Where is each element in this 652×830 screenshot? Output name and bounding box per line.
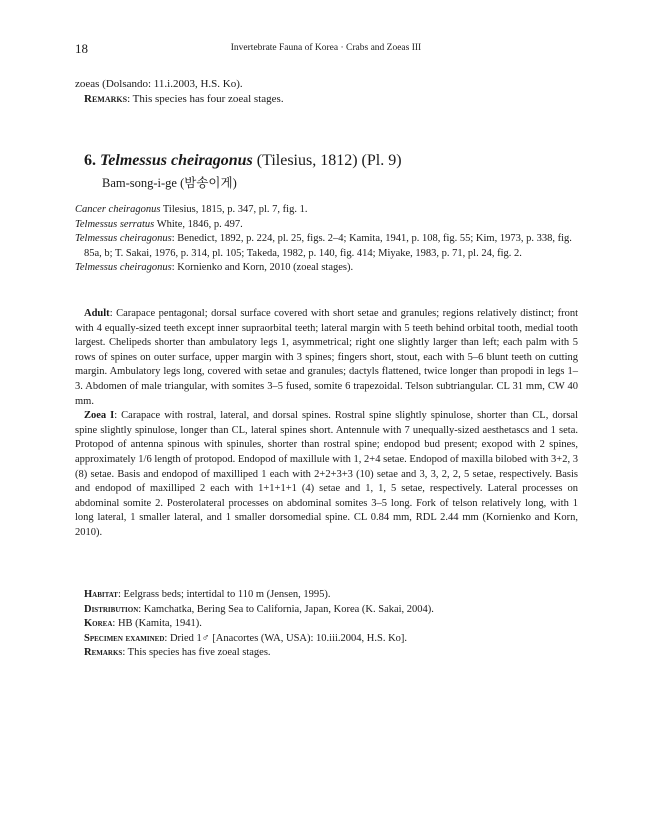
remarks-line: Remarks: This species has five zoeal stages. [84,647,271,659]
korea-line: Korea: HB (Kamita, 1941). [84,618,202,630]
zoeas-line: zoeas (Dolsando: 11.i.2003, H.S. Ko). [75,78,243,90]
species-authority: (Tilesius, 1812) (Pl. 9) [256,152,402,169]
adult-text: : Carapace pentagonal; dorsal surface covered with short setae and granules; regions relatively distinct; front with 4 equally-sized teeth except inner supraorbital teeth; lateral margin with 5 teeth behind orbital tooth, medial tooth largest. Chelipeds shorter than ambulatory legs 1, asymmetrical; right one slightly larger than left; each palm with 5 rows of spines on outer surface, upper margin with 3 spines; fingers short, stout, each with 5–6 blunt teeth on cutting margin. Ambulatory legs long, covered with setae and granules; dactyls flattened, twice longer than propodi in legs 1–3. Abdomen of male triangular, with somites 3–5 fused, somite 6 trapezoidal. Telson subtriangular. CL 31 mm, CW 40 mm. [75,308,578,407]
species-heading [84,152,402,170]
zoea-label: Zoea I [84,410,115,422]
specimen-line: Specimen examined: Dried 1♂ [Anacortes (WA, USA): 10.iii.2004, H.S. Ko]. [84,632,408,644]
description-section [75,307,578,541]
synonymy-list [75,203,578,276]
page-number: 18 [75,41,88,56]
adult-label: Adult [84,308,110,319]
habitat-line: Habitat: Eelgrass beds; intertidal to 110 m (Jensen, 1995). [84,589,331,600]
distribution-line: Distribution: Kamchatka, Bering Sea to California, Japan, Korea (K. Sakai, 2004). [84,603,434,615]
zoea-text: : Carapace with rostral, lateral, and dorsal spines. Rostral spine slightly spinulose, shorter than CL, dorsal spine slightly spinulose, longer than CL, lateral spines short. Antennule with 7 unequally-sized aesthetascs and 1 seta. Protopod of antenna spinous with spinules, shorter than rostral spine; endopod bud present; exopod with 2 spines, approximately 1/6 length of protopod. Endopod of maxillule with 1, 2+4 setae. Endopod of maxilla bilobed with 3+2, 3 (8) setae. Basis and endopod of maxilliped 1 each with 2+2+3+3 (10) setae and 3, 3, 2, 2, 5 setae, respectively. Basis and endopod of maxilliped 2 each with 1+1+1+1 (4) setae and 1, 1, 5 setae, respectively. Lateral processes on abdominal somite 2. Posterolateral processes on abdominal somites 3–5 long. Fork of telson relatively long, with 1 long lateral, 1 smaller lateral, and 1 smaller dorsomedial spine. CL 0.84 mm, RDL 2.44 mm (Kornienko and Korn, 2010). [75,410,578,538]
previous-species-tail [75,77,578,106]
synonym-entry: Cancer cheiragonus Tilesius, 1815, p. 347, pl. 7, fig. 1. [75,204,308,215]
synonym-entry: Telmessus cheiragonus: Benedict, 1892, p. 224, pl. 25, figs. 2–4; Kamita, 1941, p. 108, fig. 55; Kim, 1973, p. 338, fig. 85a, b; T. Sakai, 1976, p. 314, pl. 105; Takeda, 1982, p. 140, fig. 414; Miyake, 1983, p. 71, pl. 24, fig. 2. [75,233,572,259]
korean-name: Bam-song-i-ge (밤송이게) [102,176,237,190]
species-number: 6. [84,152,96,169]
remarks-previous [75,92,578,107]
species-name: Telmessus cheiragonus [100,152,253,169]
remarks-text: : This species has four zoeal stages. [127,92,284,105]
synonym-entry: Telmessus serratus White, 1846, p. 497. [75,218,243,230]
running-title: Invertebrate Fauna of Korea · Crabs and Zoeas III [230,43,422,53]
synonym-entry: Telmessus cheiragonus: Kornienko and Korn, 2010 (zoeal stages). [75,262,354,274]
remarks-label: Remarks [84,92,128,105]
adult-description [75,307,578,409]
species-notes [84,588,434,661]
zoea-description [75,409,578,540]
